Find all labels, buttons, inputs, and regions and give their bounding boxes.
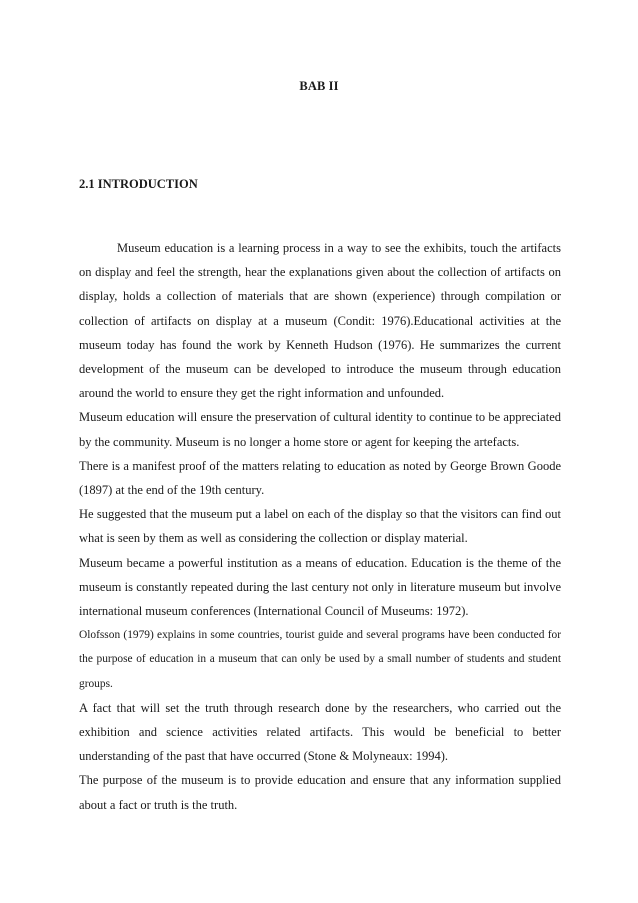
paragraph: Museum education is a learning process in a way to see the exhibits, touch the artifacts on display and feel the strength, hear the explanations given about the collection of artifacts on display, holds a collection of materials that are shown (experience) through compilation or collection of artifacts on display at a museum (Condit: 1976).Educational activities at the museum today has found the work by Kenneth Hudson (1976). He summarizes the current development of the museum can be developed to introduce the museum through education around the world to ensure they get the right information and unfounded. [79,241,561,401]
chapter-heading: BAB II [299,79,339,93]
paragraph: There is a manifest proof of the matters relating to education as noted by George Brown Goode (1897) at the end of the 19th century. [79,458,561,498]
paragraph: Museum education will ensure the preservation of cultural identity to continue to be appreciated by the community. Museum is no longer a home store or agent for keeping the artefacts. [79,410,561,449]
paragraph: A fact that will set the truth through research done by the researchers, who carried out the exhibition and science activities related artifacts. This would be beneficial to better understanding of the past that have occurred (Stone & Molyneaux: 1994). [79,700,561,764]
body-text [79,236,561,817]
paragraph: The purpose of the museum is to provide education and ensure that any information supplied about a fact or truth is the truth. [79,773,561,812]
paragraph: He suggested that the museum put a label on each of the display so that the visitors can find out what is seen by them as well as considering the collection or display material. [79,507,561,546]
paragraph: Olofsson (1979) explains in some countries, tourist guide and several programs have been conducted for the purpose of education in a museum that can only be used by a small number of students and student groups. [79,629,561,690]
paragraph: Museum became a powerful institution as a means of education. Education is the theme of the museum is constantly repeated during the last century not only in literature museum but involve international museum conferences (International Council of Museums: 1972). [79,555,561,619]
section-heading: 2.1 INTRODUCTION [79,177,198,191]
